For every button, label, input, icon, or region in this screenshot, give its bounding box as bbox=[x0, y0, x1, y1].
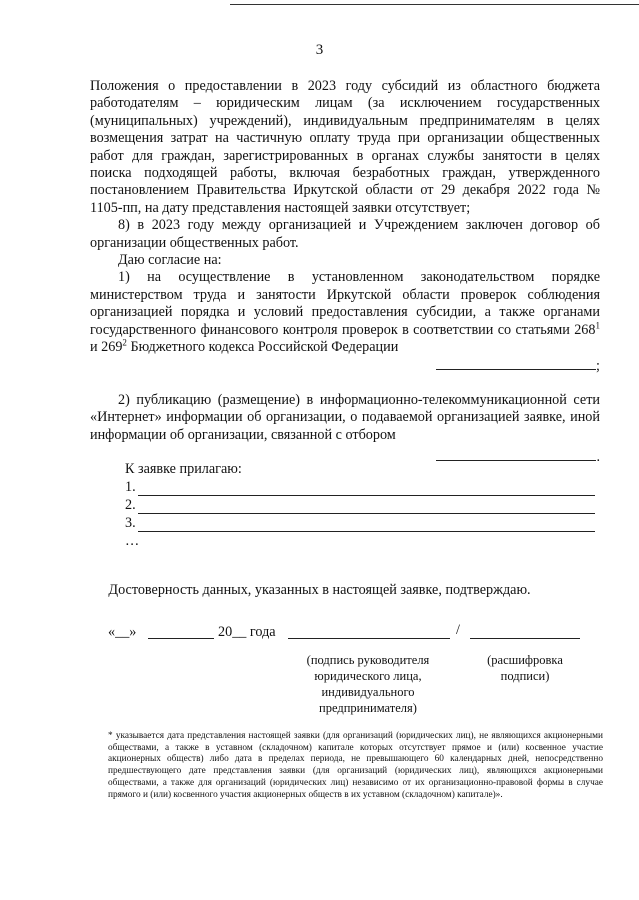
confirmation-text: Достоверность данных, указанных в настоящей заявке, подтверждаю. bbox=[108, 582, 531, 598]
period: . bbox=[596, 449, 600, 466]
superscript-2: 2 bbox=[122, 337, 127, 348]
attachment-row[interactable] bbox=[125, 496, 595, 514]
attachment-row[interactable] bbox=[125, 514, 595, 532]
date-day: «__» bbox=[108, 624, 137, 640]
date-year: 20__ года bbox=[218, 624, 276, 640]
attachment-row[interactable] bbox=[125, 478, 595, 496]
consent-item-2: 2) публикацию (размещение) в информационно-телекоммуникационной сети «Интернет» информации об организации, о подаваемой организацией заявке, иной информации об организации, связанной с отбором bbox=[90, 391, 600, 443]
decoding-line[interactable] bbox=[470, 638, 580, 639]
caption-signature: (подпись руководителя юридического лица, индивидуального предпринимателя) bbox=[306, 653, 430, 715]
attachments-ellipsis: … bbox=[125, 533, 140, 549]
attachment-number: 2. bbox=[125, 497, 136, 513]
slash: / bbox=[456, 622, 460, 638]
paragraph-main: Положения о предоставлении в 2023 году субсидий из областного бюджета работодателям – юридическим лицам (за исключением государственных (муниципальных) учреждений), индивидуальным предпринимателям в целях возмещения затрат на частичную оплату труда при организации общественных работ для граждан, зарегистрированных в органах службы занятости в целях поиска подходящей работы, включая безработных граждан, утвержденного постановлением Правительства Иркутской области от 29 декабря 2022 года № 1105-пп, на дату представления настоящей заявки отсутствует; bbox=[90, 78, 600, 216]
attachment-line[interactable] bbox=[138, 517, 595, 532]
caption-decoding: (расшифровка подписи) bbox=[487, 653, 563, 683]
attachment-number: 1. bbox=[125, 479, 136, 495]
consent-1-mid: и 269 bbox=[90, 339, 123, 356]
attachment-number: 3. bbox=[125, 515, 136, 531]
date-month-line[interactable] bbox=[148, 638, 214, 639]
consent-1-signature-line bbox=[90, 357, 600, 375]
signature-blank[interactable] bbox=[436, 357, 596, 370]
attachments-section bbox=[125, 460, 595, 550]
document-body bbox=[90, 78, 600, 467]
semicolon: ; bbox=[596, 357, 600, 374]
attachment-line[interactable] bbox=[138, 481, 595, 496]
footnote: * указывается дата представления настоящей заявки (для организаций (юридических лиц), не являющихся акционерными обществами, а также в уставном (складочном) капитале которых отсутствует прямое и (или) косвенное участие акционерных обществ) либо дата в пределах периода, не превышающего 60 календарных дней, непосредственно предшествующего дате представления заявки (для организаций (юридических лиц), являющихся акционерными обществами, а также для организаций (юридических лиц) независимо от их организационно-правовой формы в случае прямого и (или) косвенного участия акционерных обществ в их уставном (складочном) капитале)». bbox=[108, 731, 603, 800]
superscript-1: 1 bbox=[595, 319, 600, 330]
consent-intro: Даю согласие на: bbox=[118, 252, 222, 269]
consent-1-text: 1) на осуществление в установленном законодательством порядке министерством труда и занятости Иркутской области проверок соблюдения организацией порядка и условий предоставления субсидии, а также органами государственного финансового контроля проверок в соответствии со статьями 268 bbox=[90, 269, 600, 338]
item-8: 8) в 2023 году между организацией и Учреждением заключен договор об организации общественных работ. bbox=[90, 217, 600, 251]
signature-line[interactable] bbox=[288, 638, 450, 639]
consent-item-1 bbox=[90, 269, 600, 356]
attachment-line[interactable] bbox=[138, 499, 595, 514]
consent-1-tail: Бюджетного кодекса Российской Федерации bbox=[126, 339, 399, 356]
page-number: 3 bbox=[315, 42, 324, 58]
top-rule bbox=[230, 4, 639, 5]
attachments-heading: К заявке прилагаю: bbox=[125, 461, 242, 477]
